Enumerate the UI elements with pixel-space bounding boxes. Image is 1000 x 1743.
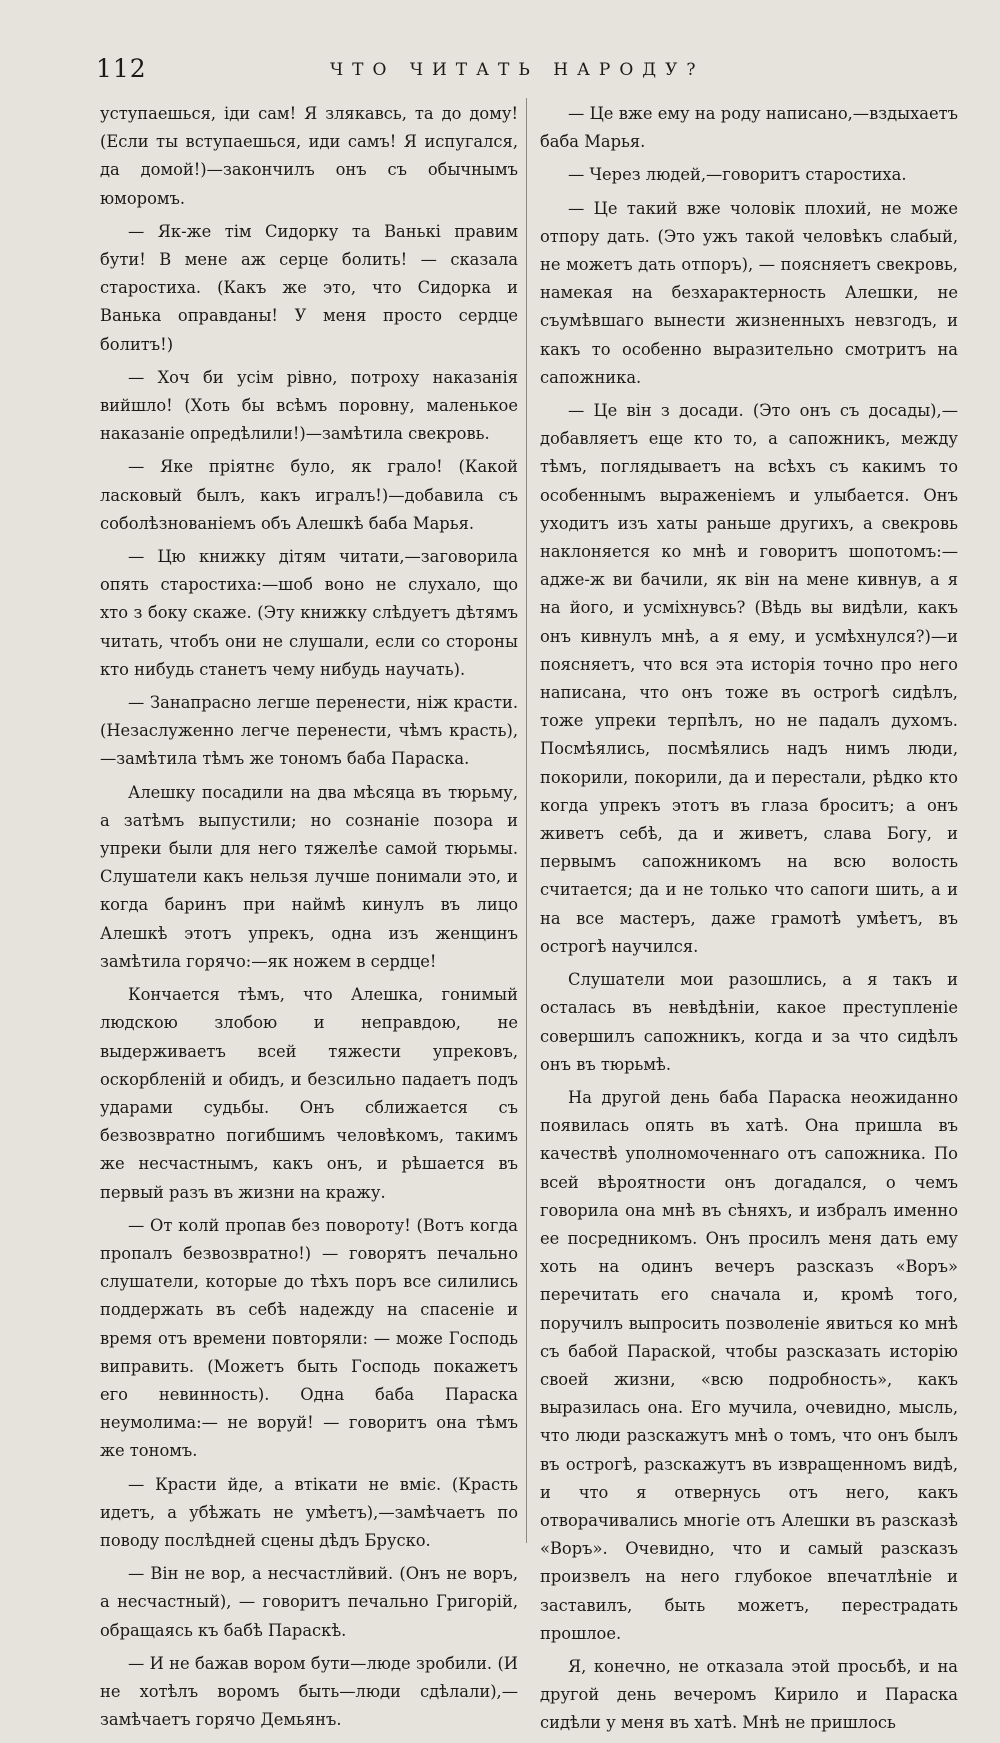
column-divider bbox=[526, 98, 527, 1543]
page-number: 112 bbox=[96, 54, 147, 83]
paragraph: — Хоч би усім рівно, потроху наказанія вийшло! (Хоть бы всѣмъ поровну, маленькое наказаніе опредѣлили!)—замѣтила свекровь. bbox=[100, 367, 518, 444]
paragraph: — Занапрасно легше перенести, ніж красти. (Незаслуженно легче перенести, чѣмъ красть), —замѣтила тѣмъ же тономъ баба Параска. bbox=[100, 693, 518, 769]
paragraph: — И не бажав вором бути—люде зробили. (И не хотѣлъ воромъ быть—люди сдѣлали),— замѣчаетъ горячо Демьянъ. bbox=[100, 1653, 518, 1730]
paragraph: Кончается тѣмъ, что Алешка, гонимый людскою злобою и неправдою, не выдерживаетъ всей тяжести упрековъ, оскорбленій и обидъ, и безсильно падаетъ подъ ударами судьбы. Онъ сближается съ безвозвратно погибшимъ человѣкомъ, такимъ же несчастнымъ, какъ онъ, и рѣшается въ первый разъ въ жизни на кражу. bbox=[100, 985, 518, 1202]
paragraph: уступаешься, іди сам! Я злякавсь, та до дому! (Если ты вступаешься, иди самъ! Я испугался, да домой!)—закончилъ онъ съ обычнымъ юморомъ. bbox=[100, 104, 518, 208]
paragraph: На другой день баба Параска неожиданно появилась опять въ хатѣ. Она пришла въ качествѣ уполномоченнаго отъ сапожника. По всей вѣроятности онъ догадался, о чемъ говорила она мнѣ въ сѣняхъ, и избралъ именно ее посредникомъ. Онъ просилъ меня дать ему хоть на одинъ вечеръ разсказъ «Воръ» перечитать его сначала и, кромѣ того, поручилъ выпросить позволеніе явиться ко мнѣ съ бабой Параской, чтобы разсказать исторію своей жизни, «всю подробность», какъ выразилась она. Его мучила, очевидно, мысль, что люди разскажутъ мнѣ о томъ, что онъ былъ въ острогѣ, разскажутъ въ извращенномъ видѣ, и что я отвернусь отъ него, какъ отворачивались многіе отъ Алешки въ разсказѣ «Воръ». Очевидно, что и самый разсказъ произвелъ на него глубокое впечатлѣніе и заставилъ, быть можетъ, перестрадать прошлое. bbox=[540, 1087, 958, 1643]
paragraph: — Яке пріятнє було, як грало! (Какой ласковый былъ, какъ игралъ!)—добавила съ соболѣзнованіемъ объ Алешкѣ баба Марья. bbox=[100, 457, 518, 533]
paragraph: — Цю книжку дітям читати,—заговорила опять старостиха:—шоб воно не слухало, що хто з боку скаже. (Эту книжку слѣдуетъ дѣтямъ читать, чтобъ они не слушали, если со стороны кто нибудь станетъ чему нибудь научать). bbox=[100, 547, 518, 679]
page-header bbox=[0, 48, 1000, 88]
running-title: ЧТО ЧИТАТЬ НАРОДУ? bbox=[330, 60, 705, 80]
paragraph: — Красти йде, а втікати не вміє. (Красть идетъ, а убѣжать не умѣетъ),—замѣчаетъ по поводу послѣдней сцены дѣдъ Бруско. bbox=[100, 1474, 518, 1550]
left-column bbox=[100, 100, 518, 1739]
right-column bbox=[540, 100, 958, 1743]
paragraph: — От колй пропав без поворoту! (Вотъ когда пропалъ безвозвратно!) — говорятъ печально слушатели, которые до тѣхъ поръ все силились поддержать въ себѣ надежду на спасеніе и время отъ времени повторяли: — може Господь виправить. (Можетъ быть Господь покажетъ его невинность). Одна баба Параска неумолима:— не воруй! — говоритъ она тѣмъ же тономъ. bbox=[100, 1215, 518, 1461]
paragraph: — Це він з досади. (Это онъ съ досады),— добавляетъ еще кто то, а сапожникъ, между тѣмъ, поглядываетъ на всѣхъ съ какимъ то особеннымъ выраженіемъ и улыбается. Онъ уходитъ изъ хаты раньше другихъ, а свекровь наклоняется ко мнѣ и говоритъ шопотомъ:— адже-ж ви бачили, як він на мене кивнув, а я на його, и усміхнувсь? (Вѣдь вы видѣли, какъ онъ кивнулъ мнѣ, а я ему, и усмѣхнулся?)—и поясняетъ, что вся эта исторія точно про него написана, что онъ тоже въ острогѣ сидѣлъ, тоже упреки терпѣлъ, но не падалъ духомъ. Посмѣялись, посмѣялись надъ нимъ люди, покорили, покорили, да и перестали, рѣдко кто когда упрекъ этотъ въ глаза броситъ; а онъ живетъ себѣ, да и живетъ, слава Богу, и первымъ сапожникомъ на всю волость считается; да и не только что сапоги шить, а и на все мастеръ, даже грамотѣ умѣетъ, въ острогѣ научился. bbox=[540, 401, 958, 956]
paragraph: Алешку посадили на два мѣсяца въ тюрьму, а затѣмъ выпустили; но сознаніе позора и упреки были для него тяжелѣе самой тюрьмы. Слушатели какъ нельзя лучше понимали это, и когда баринъ при наймѣ кинулъ въ лицо Алешкѣ этотъ упрекъ, одна изъ женщинъ замѣтила горячо:—як ножем в сердце! bbox=[100, 782, 518, 971]
paragraph: — Це вже ему на роду написано,—вздыхаетъ баба Марья. bbox=[540, 104, 958, 152]
paragraph: Я, конечно, не отказала этой просьбѣ, и на другой день вечеромъ Кирило и Параска сидѣли у меня въ хатѣ. Мнѣ не пришлось bbox=[540, 1656, 958, 1733]
paragraph: — Через людей,—говоритъ старостиха. bbox=[568, 165, 907, 185]
paragraph: — Як-же тім Сидорку та Ванькі правим бути! В мене аж серце болить! — сказала старостиха. (Какъ же это, что Сидорка и Ванька оправданы! У меня просто сердце болитъ!) bbox=[100, 221, 518, 354]
paragraph: — Це такий вже чоловік плохий, не може отпору дать. (Это ужъ такой человѣкъ слабый, не можетъ дать отпоръ), — поясняетъ свекровь, намекая на безхарактерность Алешки, не съумѣвшаго вынести жизненныхъ невзгодъ, и какъ то особенно выразительно смотритъ на сапожника. bbox=[540, 198, 958, 387]
paragraph: — Він не вор, а несчастлйвий. (Онъ не воръ, а несчастный), — говоритъ печально Григорій, обращаясь къ бабѣ Параскѣ. bbox=[100, 1564, 518, 1640]
paragraph: Слушатели мои разошлись, а я такъ и осталась въ невѣдѣніи, какое преступленіе совершилъ сапожникъ, когда и за что сидѣлъ онъ въ тюрьмѣ. bbox=[540, 970, 958, 1074]
